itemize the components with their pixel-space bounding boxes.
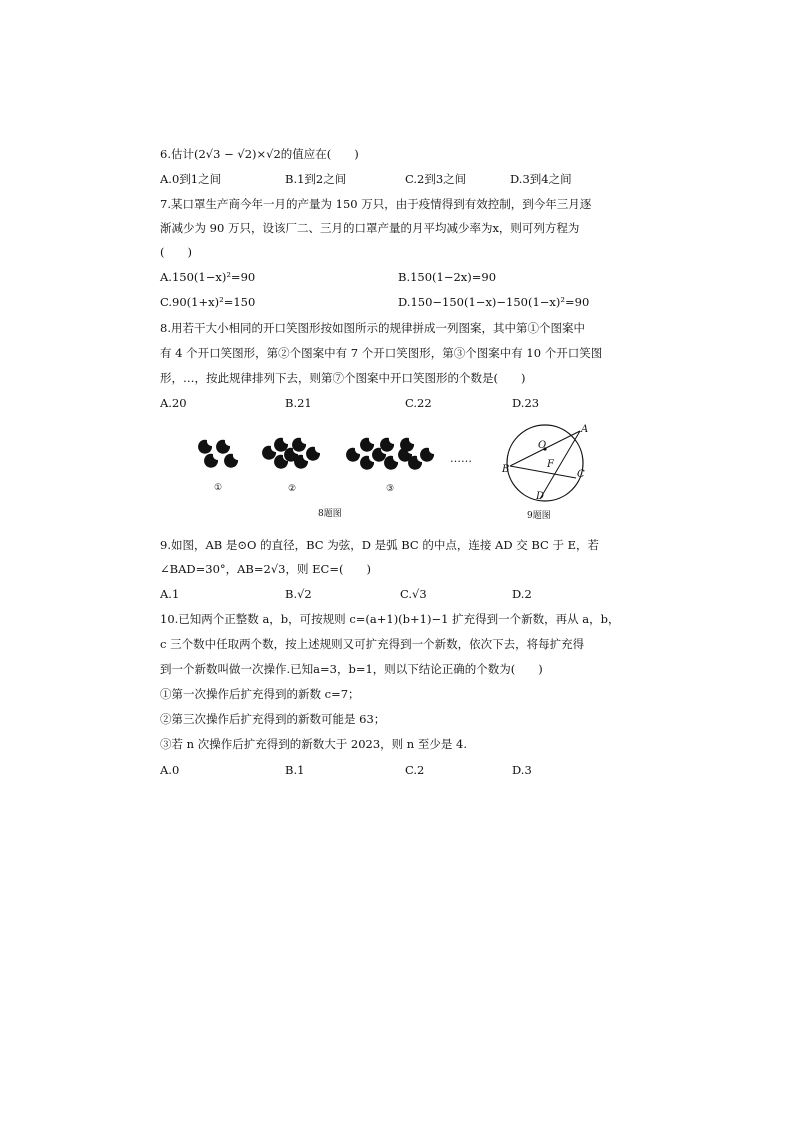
q9-option-d: D.2 [512,587,532,601]
q8-option-b: B.21 [285,396,312,410]
q10-stem-line-3: 到一个新数叫做一次操作.已知a=3，b=1，则以下结论正确的个数为( ) [160,662,543,676]
q8-stem-line-1: 8.用若干大小相同的开口笑图形按如图所示的规律拼成一列图案，其中第①个图案中 [160,321,585,335]
q6-option-d: D.3到4之间 [510,172,572,186]
q10-statement-2: ②第三次操作后扩充得到的新数可能是 63； [160,712,386,726]
q9-figure-caption: 9题图 [527,511,551,521]
q9-option-a: A.1 [160,587,180,601]
pattern-3-figure [344,434,438,474]
q10-statement-3: ③若 n 次操作后扩充得到的新数大于 2023，则 n 至少是 4. [160,737,467,751]
q8-option-c: C.22 [405,396,432,410]
q9-stem-line-2: ∠BAD=30°，AB=2√3，则 EC=( ) [160,562,371,576]
q6-option-c: C.2到3之间 [405,172,467,186]
q8-option-a: A.20 [160,396,187,410]
q7-stem-line-2: 渐减少为 90 万只，设该厂二、三月的口罩产量的月平均减少率为x，则可列方程为 [160,221,580,235]
q8-stem-line-2: 有 4 个开口笑图形，第②个图案中有 7 个开口笑图形，第③个图案中有 10 个开口笑图 [160,346,603,360]
q6-stem: 6.估计(2√3 − √2)×√2的值应在( ) [160,147,359,161]
q8-figure-caption: 8题图 [318,509,342,519]
q7-option-a: A.150(1−x)²=90 [160,270,256,284]
q7-stem-line-1: 7.某口罩生产商今年一月的产量为 150 万只，由于疫情得到有效控制，到今年三月逐 [160,197,592,211]
q8-stem-line-3: 形，…，按此规律排列下去，则第⑦个图案中开口笑图形的个数是( ) [160,371,526,385]
point-label-o: O [538,440,547,451]
q10-option-b: B.1 [285,763,305,777]
q8-option-d: D.23 [512,396,540,410]
point-label-f: F [547,459,554,470]
q7-option-b: B.150(1−2x)=90 [398,270,497,284]
q10-statement-1: ①第一次操作后扩充得到的新数 c=7； [160,687,360,701]
pattern-ellipsis: …… [450,452,472,465]
pattern-1-label: ① [214,483,223,493]
pattern-1-figure [196,436,246,472]
q10-stem-line-1: 10.已知两个正整数 a，b，可按规则 c=(a+1)(b+1)−1 扩充得到一个新数，再从 a，b， [160,612,620,626]
q9-option-b: B.√2 [285,587,312,601]
q6-option-b: B.1到2之间 [285,172,347,186]
pattern-2-figure [260,436,326,472]
q6-option-a: A.0到1之间 [160,172,222,186]
point-label-b: B [502,464,510,475]
q7-option-c: C.90(1+x)²=150 [160,295,256,309]
q9-stem-line-1: 9.如图，AB 是⊙O 的直径，BC 为弦，D 是弧 BC 的中点，连接 AD 交 BC 于 E，若 [160,538,600,552]
point-label-d: D [536,491,545,502]
q7-stem-line-3: ( ) [160,245,192,259]
q10-stem-line-2: c 三个数中任取两个数，按上述规则又可扩充得到一个新数，依次下去，将每扩充得 [160,637,585,651]
q9-option-c: C.√3 [400,587,427,601]
q10-option-d: D.3 [512,763,532,777]
q7-option-d: D.150−150(1−x)−150(1−x)²=90 [398,295,590,309]
pattern-2-label: ② [288,484,297,494]
q10-option-c: C.2 [405,763,425,777]
q10-option-a: A.0 [160,763,180,777]
pattern-3-label: ③ [386,484,395,494]
point-label-a: A [581,424,589,435]
point-label-c: C [577,469,585,480]
